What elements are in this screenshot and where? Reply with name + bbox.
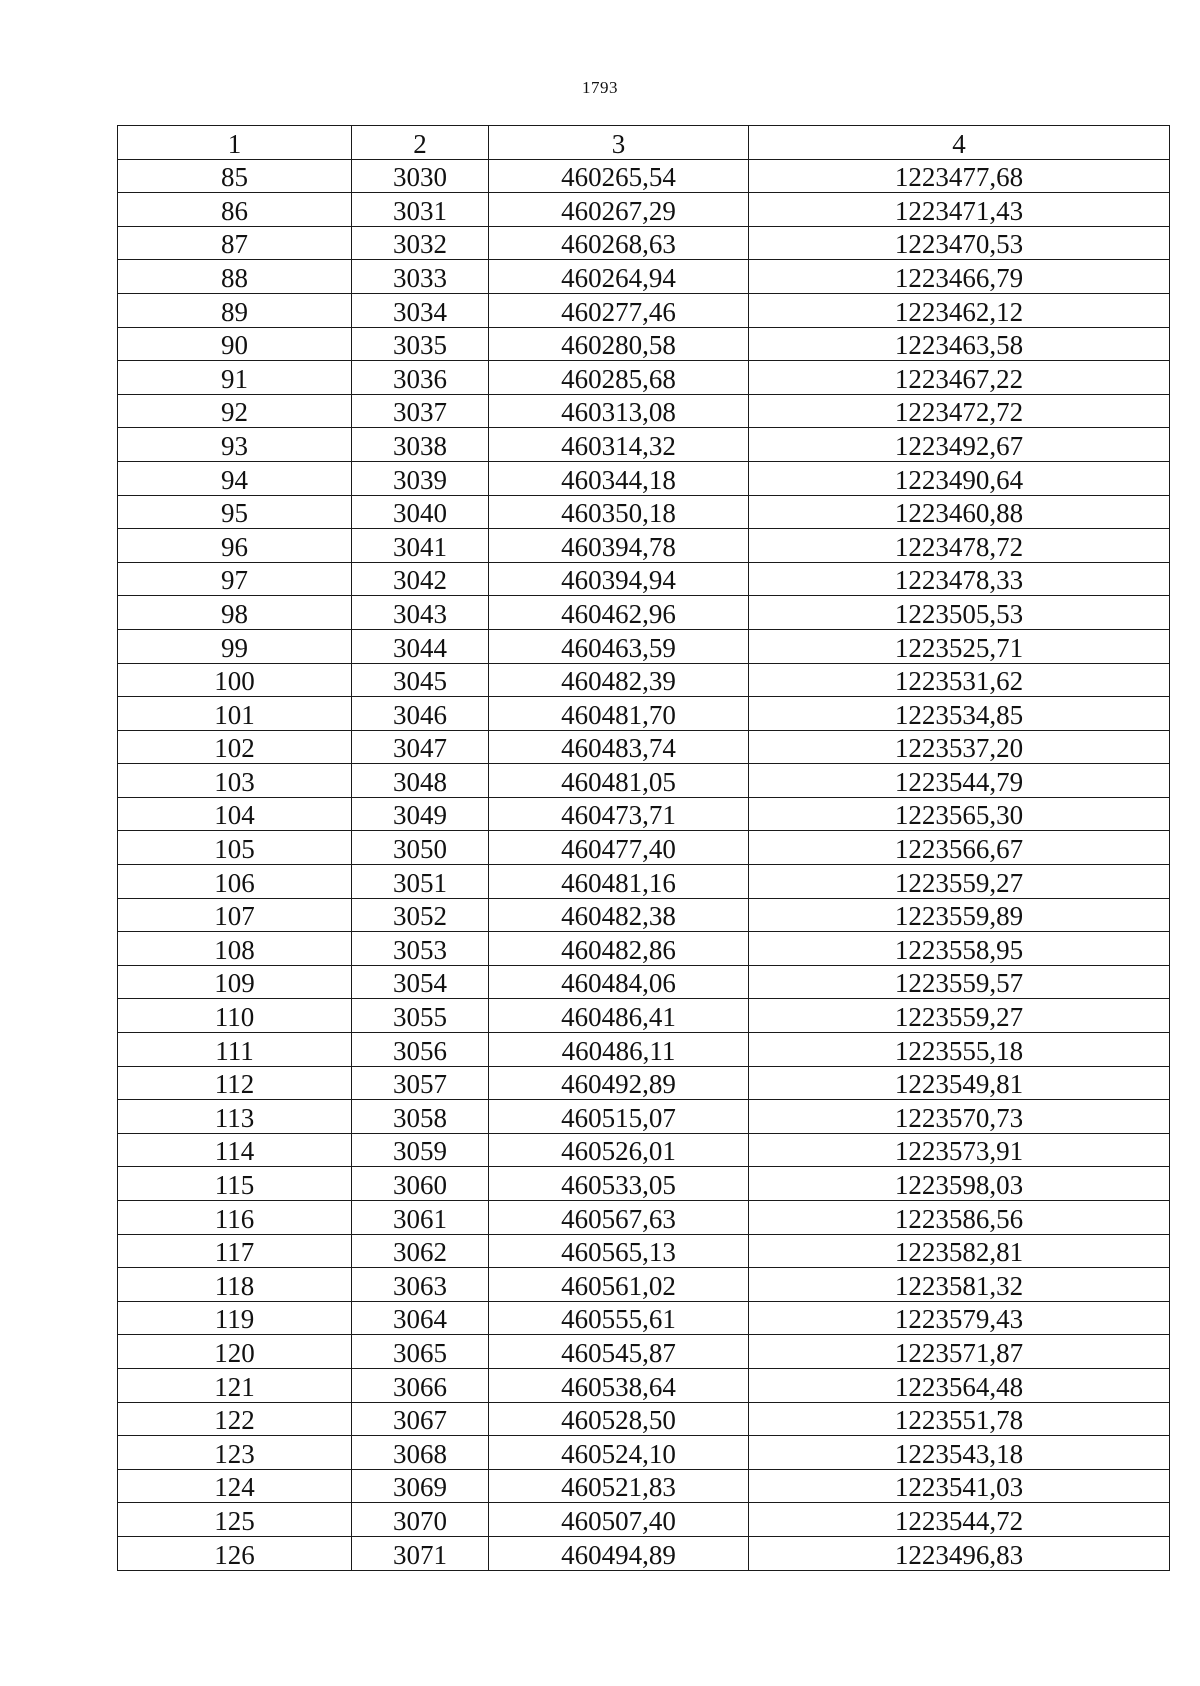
table-row [118,831,1170,865]
coordinates-table [117,125,1170,1571]
point-number-cell: 3050 [352,831,489,865]
x-coordinate-cell: 460526,01 [489,1133,749,1167]
table-row [118,327,1170,361]
row-number-cell: 124 [118,1469,352,1503]
point-number-cell: 3061 [352,1201,489,1235]
point-number-cell: 3041 [352,529,489,563]
table-row [118,495,1170,529]
table-row [118,730,1170,764]
x-coordinate-cell: 460462,96 [489,596,749,630]
row-number-cell: 90 [118,327,352,361]
y-coordinate-cell: 1223478,72 [749,529,1170,563]
y-coordinate-cell: 1223586,56 [749,1201,1170,1235]
table-row [118,1133,1170,1167]
y-coordinate-cell: 1223582,81 [749,1234,1170,1268]
point-number-cell: 3046 [352,697,489,731]
row-number-cell: 94 [118,461,352,495]
point-number-cell: 3049 [352,797,489,831]
point-number-cell: 3070 [352,1503,489,1537]
y-coordinate-cell: 1223463,58 [749,327,1170,361]
point-number-cell: 3034 [352,293,489,327]
row-number-cell: 89 [118,293,352,327]
x-coordinate-cell: 460486,11 [489,1033,749,1067]
point-number-cell: 3032 [352,226,489,260]
row-number-cell: 105 [118,831,352,865]
y-coordinate-cell: 1223571,87 [749,1335,1170,1369]
x-coordinate-cell: 460561,02 [489,1268,749,1302]
x-coordinate-cell: 460484,06 [489,965,749,999]
x-coordinate-cell: 460494,89 [489,1536,749,1570]
row-number-cell: 95 [118,495,352,529]
row-number-cell: 108 [118,932,352,966]
point-number-cell: 3056 [352,1033,489,1067]
point-number-cell: 3035 [352,327,489,361]
x-coordinate-cell: 460507,40 [489,1503,749,1537]
y-coordinate-cell: 1223551,78 [749,1402,1170,1436]
x-coordinate-cell: 460492,89 [489,1066,749,1100]
row-number-cell: 106 [118,865,352,899]
row-number-cell: 85 [118,159,352,193]
row-number-cell: 112 [118,1066,352,1100]
row-number-cell: 110 [118,999,352,1033]
x-coordinate-cell: 460477,40 [489,831,749,865]
point-number-cell: 3048 [352,764,489,798]
table-row [118,932,1170,966]
x-coordinate-cell: 460545,87 [489,1335,749,1369]
x-coordinate-cell: 460515,07 [489,1100,749,1134]
row-number-cell: 122 [118,1402,352,1436]
row-number-cell: 103 [118,764,352,798]
table-row [118,1503,1170,1537]
y-coordinate-cell: 1223525,71 [749,629,1170,663]
row-number-cell: 100 [118,663,352,697]
point-number-cell: 3045 [352,663,489,697]
x-coordinate-cell: 460521,83 [489,1469,749,1503]
row-number-cell: 102 [118,730,352,764]
point-number-cell: 3063 [352,1268,489,1302]
table-row [118,999,1170,1033]
x-coordinate-cell: 460533,05 [489,1167,749,1201]
y-coordinate-cell: 1223477,68 [749,159,1170,193]
row-number-cell: 116 [118,1201,352,1235]
point-number-cell: 3047 [352,730,489,764]
table-row [118,1201,1170,1235]
table-row [118,159,1170,193]
row-number-cell: 119 [118,1301,352,1335]
row-number-cell: 92 [118,394,352,428]
y-coordinate-cell: 1223544,79 [749,764,1170,798]
table-row [118,1368,1170,1402]
x-coordinate-cell: 460524,10 [489,1436,749,1470]
row-number-cell: 111 [118,1033,352,1067]
y-coordinate-cell: 1223496,83 [749,1536,1170,1570]
table-header-row [118,126,1170,160]
x-coordinate-cell: 460277,46 [489,293,749,327]
row-number-cell: 113 [118,1100,352,1134]
table-row [118,1066,1170,1100]
table-row [118,1469,1170,1503]
x-coordinate-cell: 460482,86 [489,932,749,966]
x-coordinate-cell: 460482,38 [489,898,749,932]
table-row [118,529,1170,563]
table-row [118,1234,1170,1268]
y-coordinate-cell: 1223559,57 [749,965,1170,999]
table-row [118,1100,1170,1134]
table-row [118,1301,1170,1335]
point-number-cell: 3065 [352,1335,489,1369]
row-number-cell: 96 [118,529,352,563]
point-number-cell: 3044 [352,629,489,663]
row-number-cell: 91 [118,361,352,395]
y-coordinate-cell: 1223549,81 [749,1066,1170,1100]
point-number-cell: 3064 [352,1301,489,1335]
table-row [118,260,1170,294]
row-number-cell: 104 [118,797,352,831]
y-coordinate-cell: 1223467,22 [749,361,1170,395]
x-coordinate-cell: 460314,32 [489,428,749,462]
y-coordinate-cell: 1223466,79 [749,260,1170,294]
x-coordinate-cell: 460350,18 [489,495,749,529]
row-number-cell: 86 [118,193,352,227]
point-number-cell: 3055 [352,999,489,1033]
y-coordinate-cell: 1223543,18 [749,1436,1170,1470]
table-row [118,1268,1170,1302]
point-number-cell: 3052 [352,898,489,932]
table-row [118,226,1170,260]
table-row [118,1402,1170,1436]
point-number-cell: 3069 [352,1469,489,1503]
point-number-cell: 3036 [352,361,489,395]
table-row [118,797,1170,831]
column-header-1: 1 [118,126,352,160]
row-number-cell: 93 [118,428,352,462]
x-coordinate-cell: 460394,94 [489,562,749,596]
row-number-cell: 99 [118,629,352,663]
table-row [118,428,1170,462]
point-number-cell: 3071 [352,1536,489,1570]
point-number-cell: 3037 [352,394,489,428]
table-row [118,865,1170,899]
row-number-cell: 125 [118,1503,352,1537]
table-row [118,1436,1170,1470]
y-coordinate-cell: 1223558,95 [749,932,1170,966]
row-number-cell: 114 [118,1133,352,1167]
page-number: 1793 [582,78,618,97]
y-coordinate-cell: 1223470,53 [749,226,1170,260]
y-coordinate-cell: 1223579,43 [749,1301,1170,1335]
row-number-cell: 117 [118,1234,352,1268]
row-number-cell: 87 [118,226,352,260]
x-coordinate-cell: 460565,13 [489,1234,749,1268]
x-coordinate-cell: 460313,08 [489,394,749,428]
y-coordinate-cell: 1223534,85 [749,697,1170,731]
point-number-cell: 3039 [352,461,489,495]
table-row [118,697,1170,731]
y-coordinate-cell: 1223581,32 [749,1268,1170,1302]
x-coordinate-cell: 460285,68 [489,361,749,395]
column-header-2: 2 [352,126,489,160]
point-number-cell: 3058 [352,1100,489,1134]
point-number-cell: 3053 [352,932,489,966]
y-coordinate-cell: 1223573,91 [749,1133,1170,1167]
point-number-cell: 3051 [352,865,489,899]
point-number-cell: 3067 [352,1402,489,1436]
row-number-cell: 101 [118,697,352,731]
y-coordinate-cell: 1223537,20 [749,730,1170,764]
point-number-cell: 3033 [352,260,489,294]
y-coordinate-cell: 1223460,88 [749,495,1170,529]
table-body [118,159,1170,1570]
y-coordinate-cell: 1223505,53 [749,596,1170,630]
x-coordinate-cell: 460482,39 [489,663,749,697]
table-row [118,596,1170,630]
y-coordinate-cell: 1223531,62 [749,663,1170,697]
point-number-cell: 3040 [352,495,489,529]
row-number-cell: 97 [118,562,352,596]
y-coordinate-cell: 1223598,03 [749,1167,1170,1201]
row-number-cell: 88 [118,260,352,294]
y-coordinate-cell: 1223471,43 [749,193,1170,227]
x-coordinate-cell: 460486,41 [489,999,749,1033]
x-coordinate-cell: 460268,63 [489,226,749,260]
table-row [118,629,1170,663]
point-number-cell: 3054 [352,965,489,999]
x-coordinate-cell: 460538,64 [489,1368,749,1402]
row-number-cell: 123 [118,1436,352,1470]
y-coordinate-cell: 1223566,67 [749,831,1170,865]
y-coordinate-cell: 1223478,33 [749,562,1170,596]
x-coordinate-cell: 460481,05 [489,764,749,798]
x-coordinate-cell: 460463,59 [489,629,749,663]
table-row [118,293,1170,327]
x-coordinate-cell: 460473,71 [489,797,749,831]
y-coordinate-cell: 1223559,27 [749,999,1170,1033]
point-number-cell: 3057 [352,1066,489,1100]
table-row [118,361,1170,395]
y-coordinate-cell: 1223472,72 [749,394,1170,428]
row-number-cell: 121 [118,1368,352,1402]
y-coordinate-cell: 1223462,12 [749,293,1170,327]
point-number-cell: 3060 [352,1167,489,1201]
table-row [118,193,1170,227]
point-number-cell: 3042 [352,562,489,596]
table-row [118,764,1170,798]
point-number-cell: 3043 [352,596,489,630]
y-coordinate-cell: 1223559,89 [749,898,1170,932]
y-coordinate-cell: 1223565,30 [749,797,1170,831]
x-coordinate-cell: 460481,70 [489,697,749,731]
x-coordinate-cell: 460528,50 [489,1402,749,1436]
x-coordinate-cell: 460555,61 [489,1301,749,1335]
y-coordinate-cell: 1223541,03 [749,1469,1170,1503]
table-row [118,1536,1170,1570]
table-row [118,1335,1170,1369]
table-row [118,394,1170,428]
y-coordinate-cell: 1223492,67 [749,428,1170,462]
x-coordinate-cell: 460567,63 [489,1201,749,1235]
point-number-cell: 3031 [352,193,489,227]
y-coordinate-cell: 1223570,73 [749,1100,1170,1134]
x-coordinate-cell: 460280,58 [489,327,749,361]
table-row [118,461,1170,495]
table-row [118,663,1170,697]
x-coordinate-cell: 460483,74 [489,730,749,764]
row-number-cell: 107 [118,898,352,932]
table-row [118,1033,1170,1067]
point-number-cell: 3066 [352,1368,489,1402]
x-coordinate-cell: 460481,16 [489,865,749,899]
row-number-cell: 120 [118,1335,352,1369]
table-row [118,898,1170,932]
column-header-4: 4 [749,126,1170,160]
point-number-cell: 3068 [352,1436,489,1470]
row-number-cell: 109 [118,965,352,999]
row-number-cell: 98 [118,596,352,630]
x-coordinate-cell: 460344,18 [489,461,749,495]
y-coordinate-cell: 1223490,64 [749,461,1170,495]
point-number-cell: 3062 [352,1234,489,1268]
x-coordinate-cell: 460394,78 [489,529,749,563]
y-coordinate-cell: 1223544,72 [749,1503,1170,1537]
point-number-cell: 3030 [352,159,489,193]
table-row [118,562,1170,596]
y-coordinate-cell: 1223555,18 [749,1033,1170,1067]
row-number-cell: 118 [118,1268,352,1302]
x-coordinate-cell: 460267,29 [489,193,749,227]
column-header-3: 3 [489,126,749,160]
point-number-cell: 3059 [352,1133,489,1167]
point-number-cell: 3038 [352,428,489,462]
table-row [118,1167,1170,1201]
row-number-cell: 126 [118,1536,352,1570]
y-coordinate-cell: 1223564,48 [749,1368,1170,1402]
y-coordinate-cell: 1223559,27 [749,865,1170,899]
x-coordinate-cell: 460265,54 [489,159,749,193]
x-coordinate-cell: 460264,94 [489,260,749,294]
table-row [118,965,1170,999]
row-number-cell: 115 [118,1167,352,1201]
